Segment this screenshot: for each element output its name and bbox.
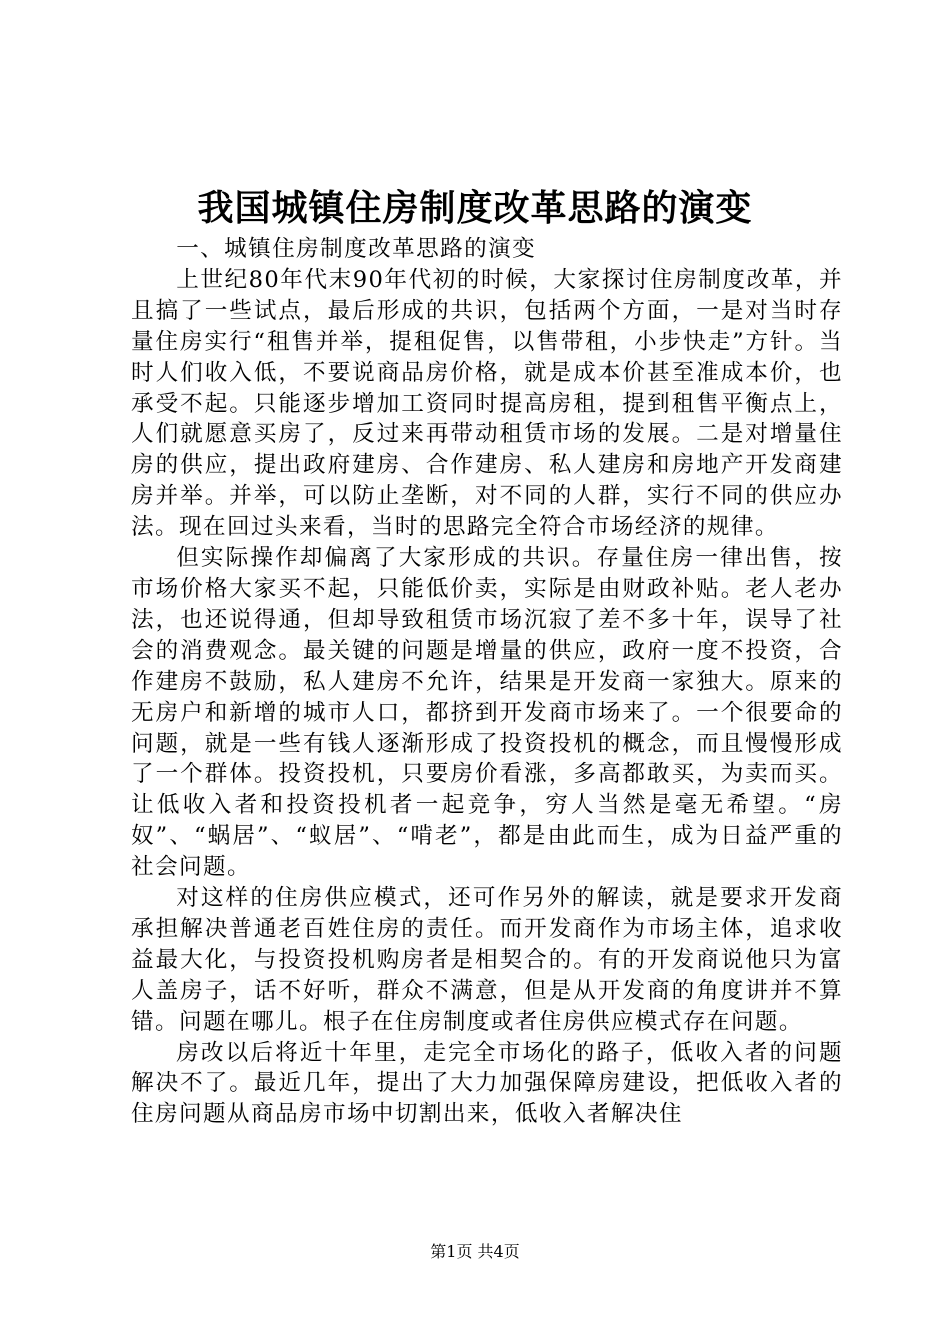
paragraph: 对这样的住房供应模式，还可作另外的解读，就是要求开发商承担解决普通老百姓住房的责任。而开发商作为市场主体，追求收益最大化，与投资投机购房者是相契合的。有的开发商说他只为富人盖房子，话不好听，群众不满意，但是从开发商的角度讲并不算错。问题在哪儿。根子在住房制度或者住房供应模式存在问题。: [131, 885, 843, 1035]
document-body: [131, 234, 843, 1130]
page-footer: 第1页 共4页: [430, 1242, 520, 1261]
paragraph: 但实际操作却偏离了大家形成的共识。存量住房一律出售，按市场价格大家买不起，只能低价卖，实际是由财政补贴。老人老办法，也还说得通，但却导致租赁市场沉寂了差不多十年，误导了社会的消费观念。最关键的问题是增量的供应，政府一度不投资，合作建房不鼓励，私人建房不允许，结果是开发商一家独大。原来的无房户和新增的城市人口，都挤到开发商市场来了。一个很要命的问题，就是一些有钱人逐渐形成了投资投机的概念，而且慢慢形成了一个群体。投资投机，只要房价看涨，多高都敢买，为卖而买。让低收入者和投资投机者一起竞争，穷人当然是毫无希望。“房奴”、“蜗居”、“蚁居”、“啃老”，都是由此而生，成为日益严重的社会问题。: [131, 545, 844, 881]
paragraph: 上世纪80年代末90年代初的时候，大家探讨住房制度改革，并且搞了一些试点，最后形成的共识，包括两个方面，一是对当时存量住房实行“租售并举，提租促售，以售带租，小步快走”方针。当时人们收入低，不要说商品房价格，就是成本价甚至准成本价，也承受不起。只能逐步增加工资同时提高房租，提到租售平衡点上，人们就愿意买房了，反过来再带动租赁市场的发展。二是对增量住房的供应，提出政府建房、合作建房、私人建房和房地产开发商建房并举。并举，可以防止垄断，对不同的人群，实行不同的供应办法。现在回过头来看，当时的思路完全符合市场经济的规律。: [131, 266, 843, 541]
section-heading: 一、城镇住房制度改革思路的演变: [176, 236, 537, 262]
document-title: 我国城镇住房制度改革思路的演变: [197, 187, 753, 229]
paragraph: 房改以后将近十年里，走完全市场化的路子，低收入者的问题解决不了。最近几年，提出了大力加强保障房建设，把低收入者的住房问题从商品房市场中切割出来，低收入者解决住: [131, 1039, 843, 1128]
